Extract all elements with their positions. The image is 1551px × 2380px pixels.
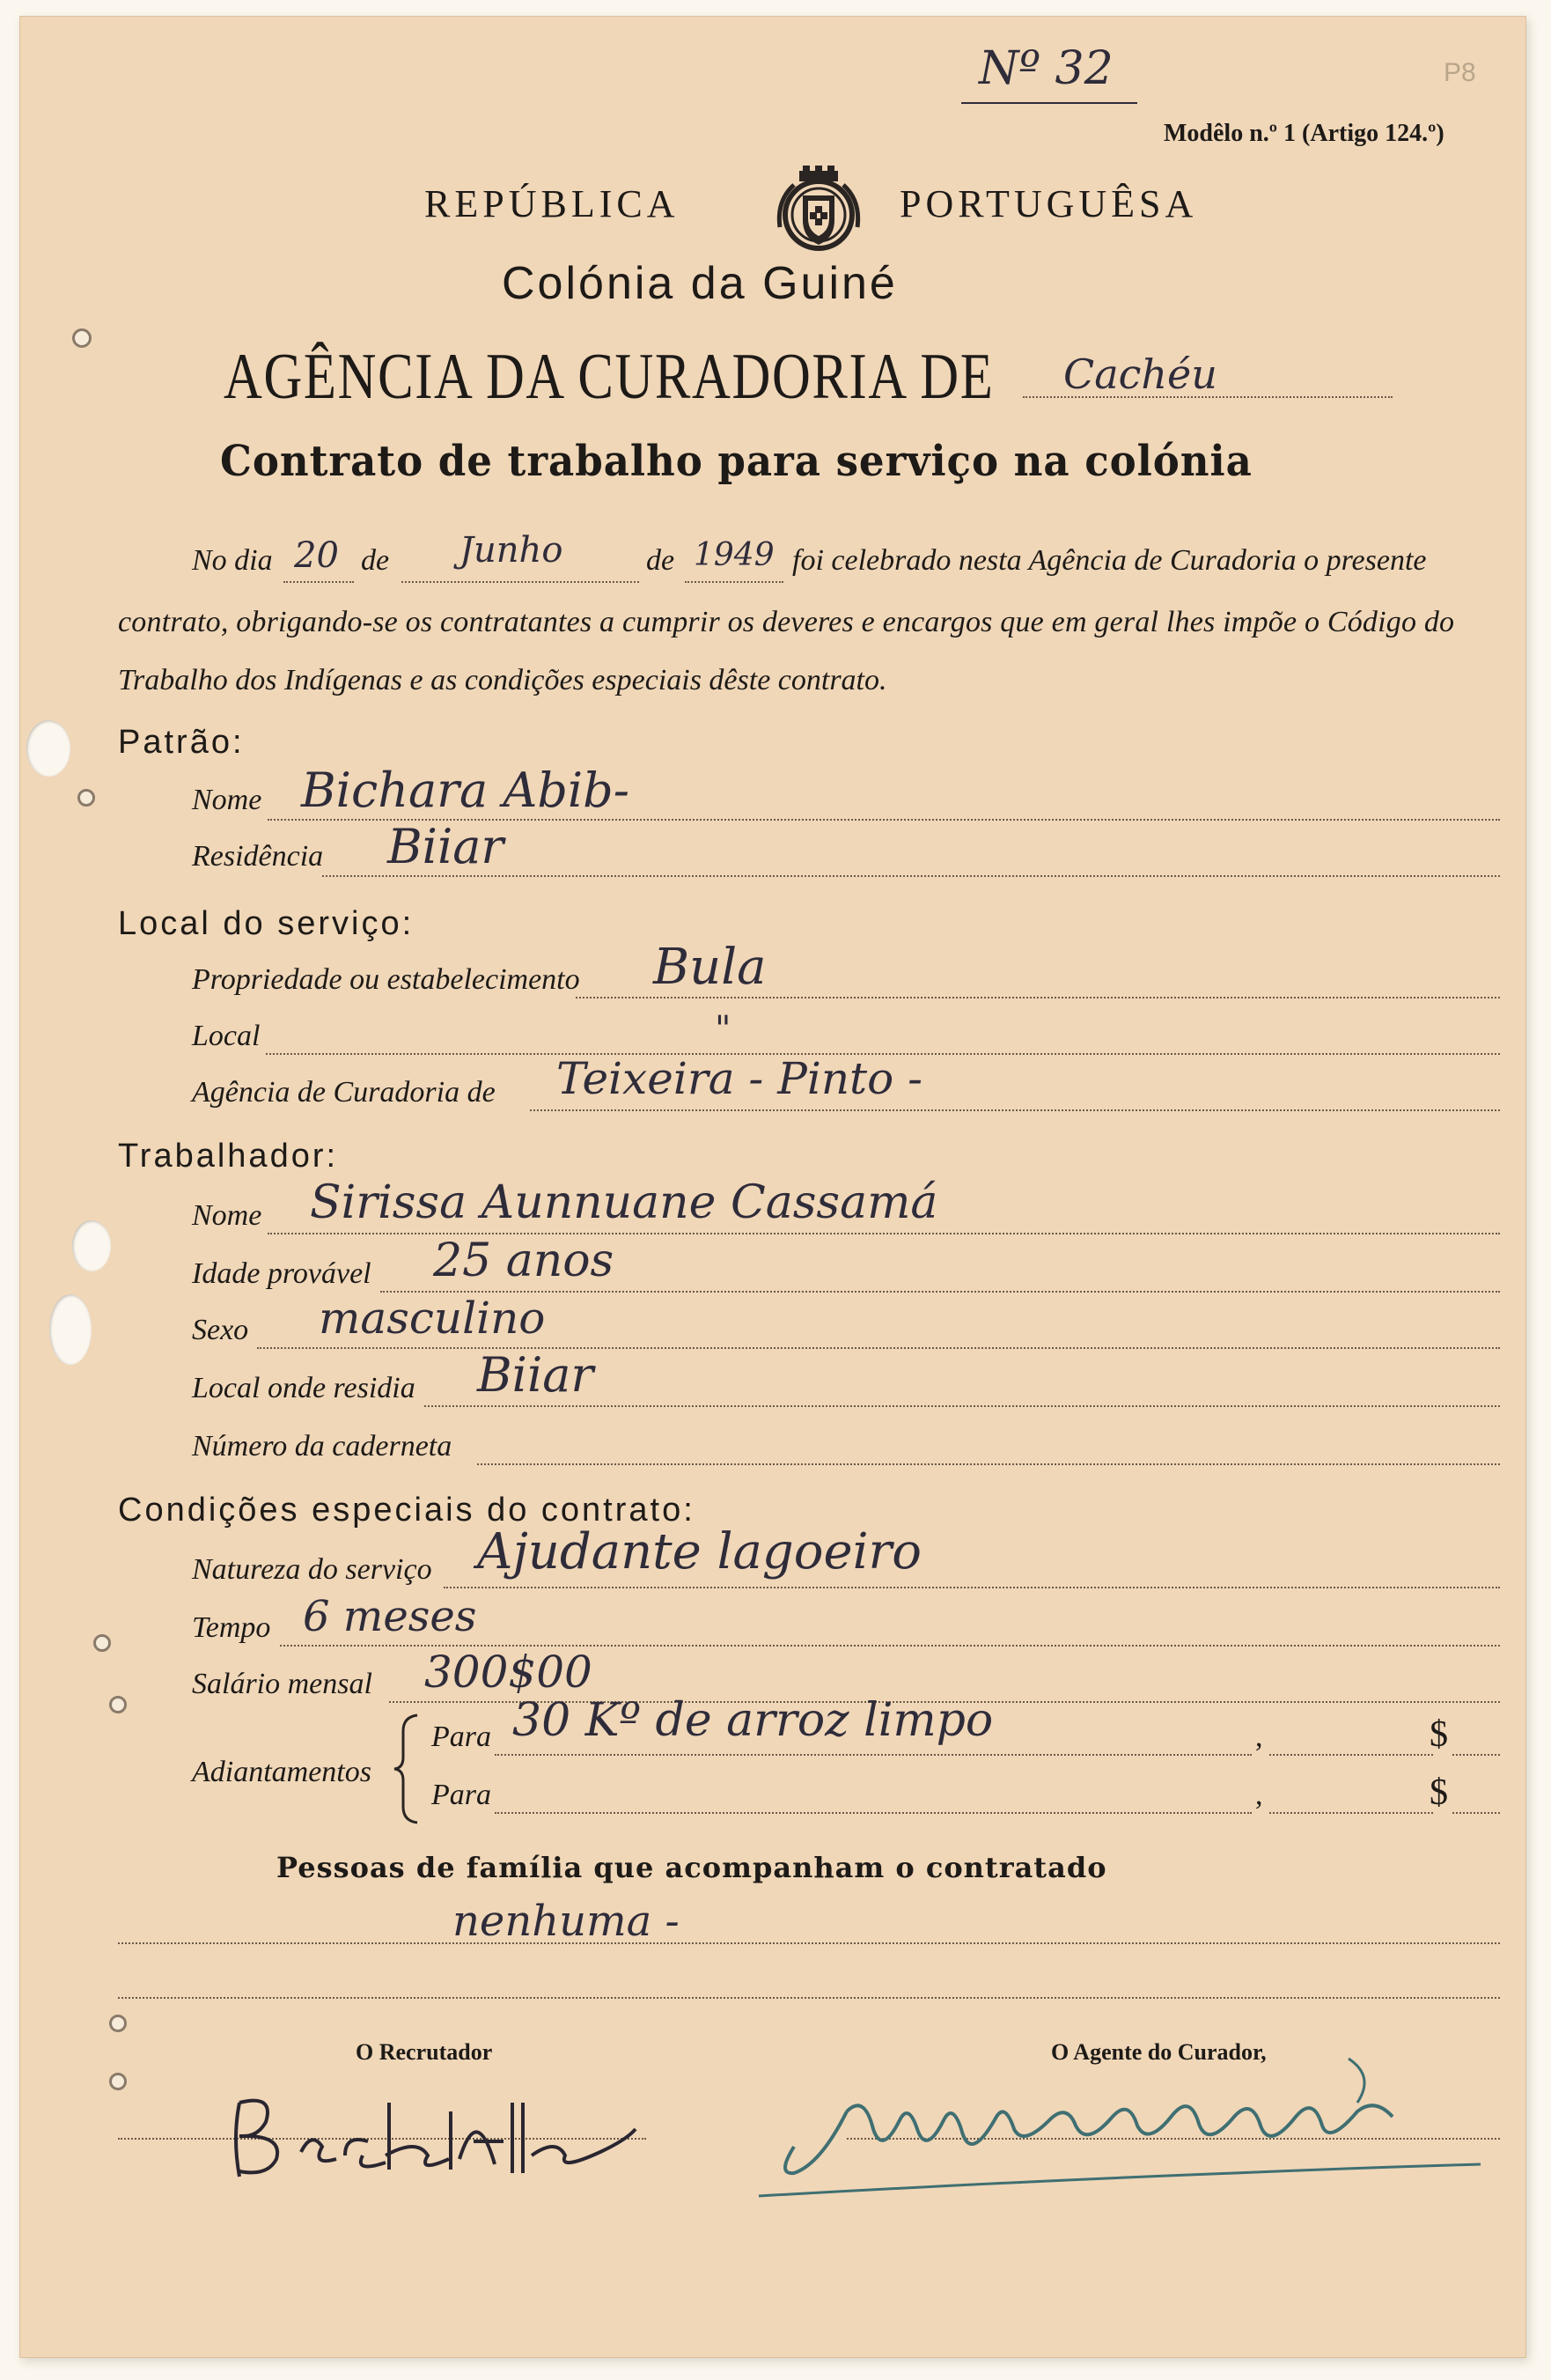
trabalhador-heading: Trabalhador: [118,1138,339,1175]
rivet-decoration [93,1634,111,1652]
time-label: Tempo [192,1611,271,1644]
advances-brace-icon [391,1713,426,1824]
republic-left: REPÚBLICA [424,182,680,225]
family-dots-1 [118,1942,1500,1944]
intro-year: 1949 [694,537,775,573]
patrao-name-value: Bichara Abib- [301,763,629,818]
advance2-amount-dots [1269,1812,1433,1814]
recruiter-signature [213,2067,671,2191]
coat-of-arms-icon [775,166,863,254]
worker-booklet-label: Número da caderneta [192,1430,452,1463]
nature-value: Ajudante lagoeiro [477,1523,923,1581]
local-label: Local [192,1020,261,1052]
patrao-residence-dots [322,875,1500,877]
advance2-comma: , [1255,1779,1263,1811]
model-number: Modêlo n.º 1 (Artigo 124.º) [1164,120,1444,147]
worker-residence-dots [424,1405,1500,1407]
contract-sheet [19,16,1526,2358]
patrao-residence-value: Biiar [387,819,504,874]
worker-age-label: Idade provável [192,1257,371,1290]
document-number: Nº 32 [979,42,1114,95]
advance1-cents-dots [1452,1754,1500,1756]
punch-hole [72,1220,111,1271]
family-dots-2 [118,1997,1500,1999]
family-value: nenhuma - [452,1897,680,1946]
local-servico-heading: Local do serviço: [118,905,415,942]
worker-sex-value: masculino [319,1293,546,1344]
advance2-currency: $ [1430,1772,1448,1813]
property-value: Bula [653,939,767,996]
colony-title: Colónia da Guiné [502,258,898,309]
intro-text-line2: contrato, obrigando-se os contratantes a cumprir os deveres e encargos que em geral lhes impõe o Código do [118,606,1455,638]
worker-name-value: Sirissa Aunnuane Cassamá [310,1176,938,1229]
worker-residence-label: Local onde residia [192,1372,415,1404]
worker-sex-dots [257,1347,1500,1349]
advance1-amount-dots [1269,1754,1433,1756]
intro-text-line3: Trabalho dos Indígenas e as condições especiais dêste contrato. [118,664,887,696]
agency-value: Teixeira - Pinto - [556,1053,923,1104]
advance2-dots [495,1812,1252,1814]
rivet-decoration [109,2015,127,2032]
rivet-decoration [77,789,95,807]
worker-name-label: Nome [192,1199,262,1232]
worker-residence-value: Biiar [477,1347,594,1403]
local-value: " [715,1009,731,1050]
worker-age-value: 25 anos [433,1234,614,1287]
para-label-1: Para [431,1721,491,1753]
worker-age-dots [380,1291,1500,1293]
recruiter-label: O Recrutador [356,2039,493,2065]
day-dots [283,581,354,583]
document-number-underline [961,102,1137,104]
advances-label: Adiantamentos [192,1756,371,1788]
para-label-2: Para [431,1779,491,1811]
advance1-currency: $ [1430,1714,1448,1755]
agent-signature [741,2041,1498,2217]
punch-hole [26,720,70,777]
nature-dots [444,1587,1500,1588]
intro-month: Junho [459,530,563,571]
property-label: Propriedade ou estabelecimento [192,963,580,996]
republic-right: PORTUGUÊSA [900,182,1198,225]
month-dots [401,581,639,583]
family-heading: Pessoas de família que acompanham o contratado [276,1851,1107,1884]
rivet-decoration [109,2073,127,2090]
patrao-heading: Patrão: [118,724,245,761]
advance2-cents-dots [1452,1812,1500,1814]
agency-place: Cachéu [1063,350,1217,398]
intro-text-3: de [646,544,675,577]
intro-day: 20 [294,535,339,576]
intro-text-2: de [361,544,390,577]
agency-place-dots [1023,396,1393,398]
advance1-value: 30 Kº de arroz limpo [512,1694,994,1747]
property-dots [576,997,1500,998]
salary-label: Salário mensal [192,1668,372,1700]
pencil-mark: P8 [1444,58,1476,87]
advance1-dots [495,1754,1252,1756]
advance1-comma: , [1255,1721,1263,1753]
salary-value: 300$00 [424,1647,592,1698]
worker-booklet-dots [477,1463,1500,1465]
rivet-decoration [109,1696,127,1713]
contract-title: Contrato de trabalho para serviço na colónia [220,437,1253,486]
intro-text-4: foi celebrado nesta Agência de Curadoria o presente [792,544,1427,577]
patrao-name-label: Nome [192,784,262,816]
year-dots [685,581,783,583]
agent-label: O Agente do Curador, [1051,2039,1267,2065]
worker-sex-label: Sexo [192,1314,249,1346]
condicoes-heading: Condições especiais do contrato: [118,1492,695,1529]
agency-dots [530,1109,1500,1111]
patrao-residence-label: Residência [192,840,324,873]
intro-text-1: No dia [192,544,273,577]
agency-title: AGÊNCIA DA CURADORIA DE [224,341,995,413]
punch-hole [49,1294,92,1365]
time-value: 6 meses [303,1592,477,1641]
agency-label: Agência de Curadoria de [192,1076,496,1109]
nature-label: Natureza do serviço [192,1553,432,1586]
rivet-decoration [72,328,92,348]
